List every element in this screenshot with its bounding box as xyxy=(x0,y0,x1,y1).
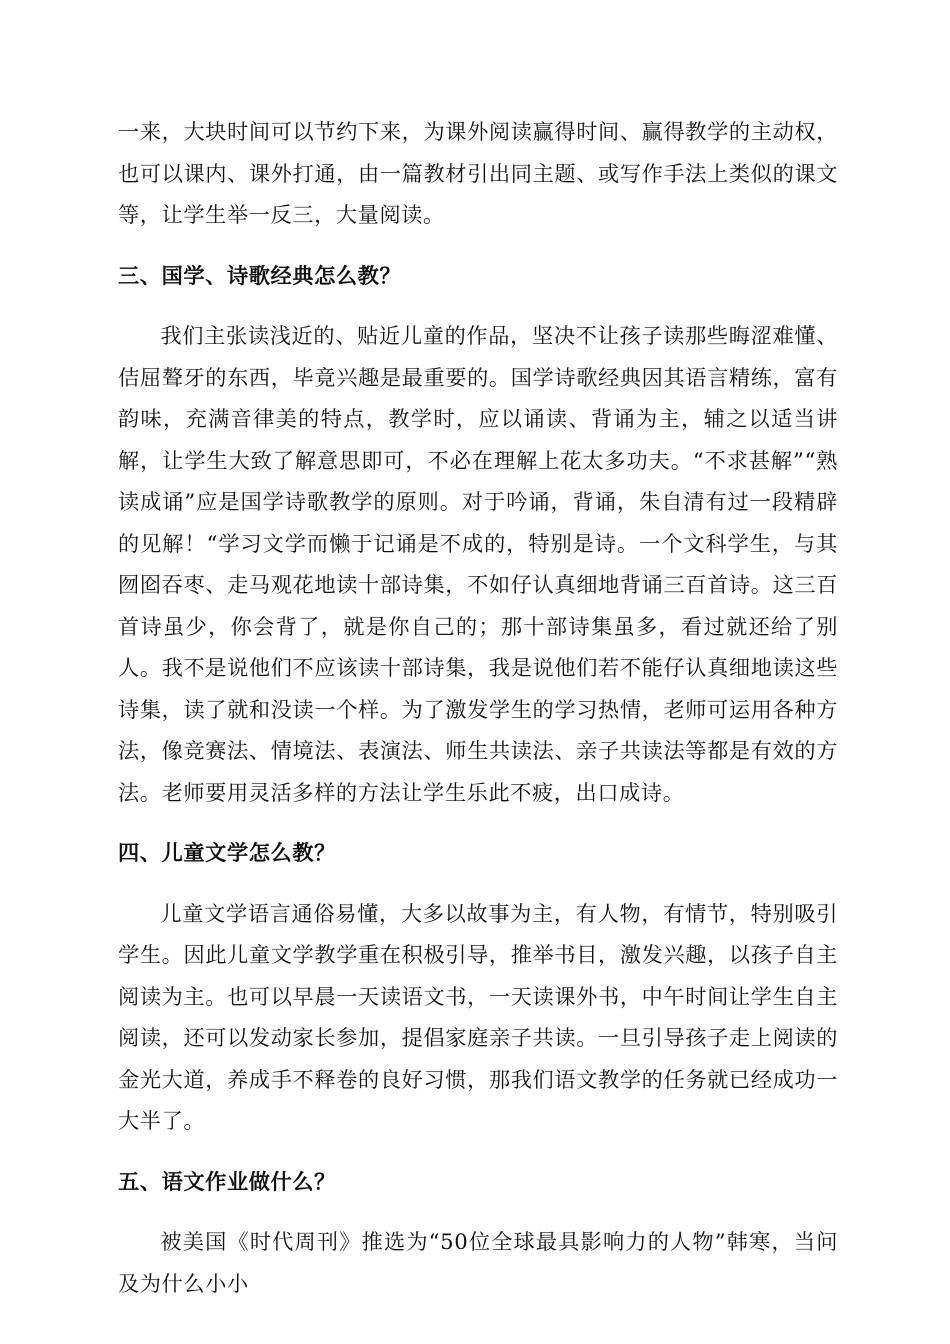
paragraph-children-literature: 儿童文学语言通俗易懂，大多以故事为主，有人物，有情节，特别吸引学生。因此儿童文学教学重在积极引导，推举书目，激发兴趣，以孩子自主阅读为主。也可以早晨一天读语文书，一天读课外书，中午时间让学生自主阅读，还可以发动家长参加，提倡家庭亲子共读。一旦引导孩子走上阅读的金光大道，养成手不释卷的良好习惯，那我们语文教学的任务就已经成功一大半了。 xyxy=(118,900,838,1133)
section-heading-4: 四、儿童文学怎么教？ xyxy=(118,840,336,865)
section-heading-5: 五、语文作业做什么？ xyxy=(118,1168,336,1194)
section-heading-3: 三、国学、诗歌经典怎么教？ xyxy=(118,262,402,288)
paragraph-continuation: 一来，大块时间可以节约下来，为课外阅读赢得时间、赢得教学的主动权，也可以课内、课外打通，由一篇教材引出同主题、或写作手法上类似的课文等，让学生举一反三，大量阅读。 xyxy=(118,119,838,227)
paragraph-homework: 被美国《时代周刊》推选为“50位全球最具影响力的人物”韩寒，当问及为什么小小 xyxy=(118,1229,838,1296)
paragraph-classics-poetry: 我们主张读浅近的、贴近儿童的作品，坚决不让孩子读那些晦涩难懂、佶屈聱牙的东西，毕竟兴趣是最重要的。国学诗歌经典因其语言精练，富有韵味，充满音律美的特点，教学时，应以诵读、背诵为主，辅之以适当讲解，让学生大致了解意思即可，不必在理解上花太多功夫。“不求甚解”“熟读成诵”应是国学诗歌教学的原则。对于吟诵，背诵，朱自清有过一段精辟的见解！“学习文学而懒于记诵是不成的，特别是诗。一个文科学生，与其囫囵吞枣、走马观花地读十部诗集，不如仔认真细地背诵三百首诗。这三百首诗虽少，你会背了，就是你自己的；那十部诗集虽多，看过就还给了别人。我不是说他们不应该读十部诗集，我是说他们若不能仔认真细地读这些诗集，读了就和没读一个样。为了激发学生的学习热情，老师可运用各种方法，像竞赛法、情境法、表演法、师生共读法、亲子共读法等都是有效的方法。老师要用灵活多样的方法让学生乐此不疲，出口成诗。 xyxy=(118,323,838,805)
